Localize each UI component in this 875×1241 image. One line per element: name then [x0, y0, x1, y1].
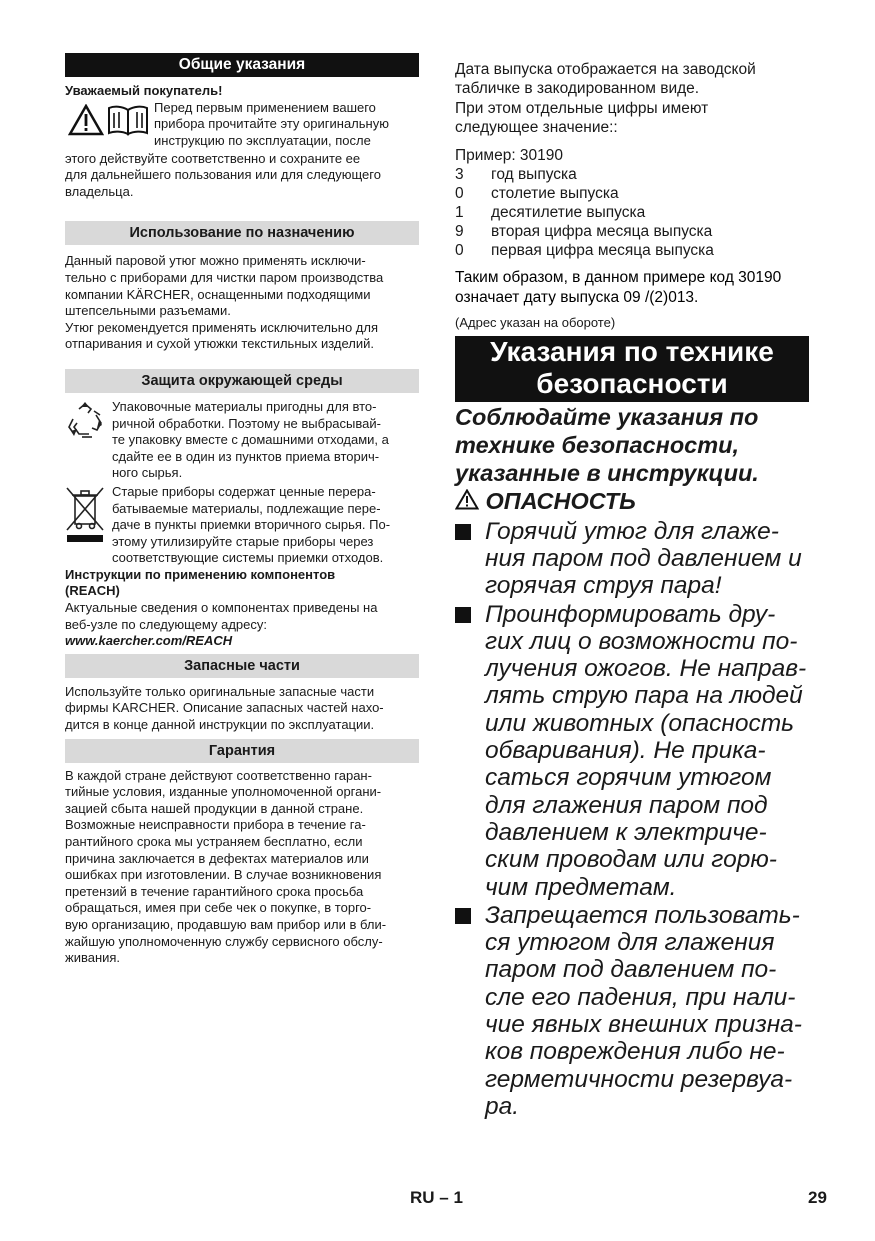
bullet-line: ков повреждения либо не- — [485, 1038, 785, 1066]
reach-heading: (REACH) — [65, 583, 120, 599]
bullet-line: ся утюгом для глажения — [485, 929, 775, 957]
reach-url-link[interactable]: www.kaercher.com/REACH — [65, 633, 233, 649]
intro-line: прибора прочитайте эту оригинальную — [154, 116, 389, 132]
example-row — [455, 165, 815, 184]
example-row — [455, 241, 815, 260]
text-line: веб-узле по следующему адресу: — [65, 616, 267, 632]
text-line: те упаковку вместе с домашними отходами, а — [112, 432, 389, 448]
text-line: табличке в закодированном виде. — [455, 80, 700, 98]
digit: 3 — [455, 166, 464, 184]
digit-meaning: вторая цифра месяца выпуска — [491, 223, 713, 241]
date-explanation — [455, 60, 815, 137]
text-line: штепсельными разъемами. — [65, 303, 231, 319]
safety-title-line: Указания по технике — [490, 335, 774, 367]
text-line: зацией сбыта нашей продукции в данной стране. — [65, 800, 364, 816]
text-line: сдайте ее в один из пунктов приема вторич- — [112, 448, 380, 464]
bullet-line: ским проводам или горю- — [485, 846, 777, 874]
bullet-square-icon — [455, 908, 471, 924]
intro-line: инструкцию по эксплуатации, после — [154, 132, 371, 148]
crossed-bin-icon — [65, 486, 105, 544]
text-line: ного сырья. — [112, 465, 183, 481]
text-line: тельно с приборами для чистки паром производства — [65, 269, 384, 285]
bullet-line: ра. — [485, 1092, 520, 1120]
text-line: обращаться, имея при себе чек о покупке, в торго- — [65, 900, 372, 916]
recycle-icon — [65, 401, 105, 441]
safety-lead-line: Соблюдайте указания по — [455, 403, 759, 430]
text-line: рантийного срока мы устраняем бесплатно, если — [65, 834, 363, 849]
intro-line: для дальнейшего пользования или для следующего — [65, 167, 381, 183]
safety-bullet — [455, 902, 815, 1120]
intro-line: этого действуйте соответственно и сохраните ее — [65, 150, 361, 166]
bullet-line: Горячий утюг для глаже- — [485, 517, 779, 545]
bullet-line: лять струю пара на людей — [485, 682, 803, 710]
example-row — [455, 203, 815, 222]
text-line: Данный паровой утюг можно применять исключи- — [65, 253, 366, 269]
text-line: вую организацию, продавшую вам прибор или в бли- — [65, 916, 387, 932]
text-line: При этом отдельные цифры имеют — [455, 99, 709, 117]
text-line: дится в конце данной инструкции по эксплуатации. — [65, 717, 375, 733]
text-line: даче в пункты приемки вторичного сырья. По- — [112, 517, 391, 533]
bullet-line: чим предметам. — [485, 873, 677, 901]
text-line: живания. — [65, 950, 121, 966]
text-line: означает дату выпуска 09 /(2)013. — [455, 288, 699, 306]
intro-line: владельца. — [65, 183, 134, 199]
safety-bullet — [455, 601, 815, 901]
digit-meaning: десятилетие выпуска — [491, 204, 646, 222]
right-column — [455, 60, 815, 1120]
bullet-line: лучения ожогов. Не направ- — [485, 655, 807, 683]
text-line: жайшую уполномоченную службу сервисного обслу- — [65, 933, 383, 949]
section-heading-intended-use: Использование по назначению — [65, 221, 419, 245]
danger-warning-icon — [455, 489, 479, 510]
safety-bullet — [455, 518, 815, 600]
example-table — [455, 165, 815, 260]
digit: 0 — [455, 185, 464, 203]
safety-lead-line: технике безопасности, — [455, 431, 740, 458]
footer-language-page: RU – 1 — [410, 1188, 463, 1207]
danger-label: ОПАСНОСТЬ — [485, 487, 636, 514]
warranty-text — [65, 768, 419, 967]
section-heading-warranty: Гарантия — [65, 739, 419, 763]
bullet-line: сле его падения, при нали- — [485, 983, 796, 1011]
bullet-line: ния паром под давлением и — [485, 544, 802, 572]
safety-title-line: безопасности — [536, 367, 728, 399]
text-line: Возможные неисправности прибора в течение га- — [65, 817, 366, 833]
digit-meaning: столетие выпуска — [491, 185, 619, 203]
bullet-line: горячая струя пара! — [485, 572, 722, 600]
text-line: Актуальные сведения о компонентах приведены на — [65, 600, 378, 616]
section-heading-spare-parts: Запасные части — [65, 654, 419, 678]
warning-triangle-icon — [68, 104, 104, 136]
bullet-line: чие явных внешних призна- — [485, 1011, 802, 1039]
bullet-line: для глажения паром под — [485, 791, 768, 819]
safety-lead — [455, 403, 815, 515]
intro-line: Перед первым применением вашего — [154, 99, 376, 115]
text-line: Упаковочные материалы пригодны для вто- — [112, 398, 377, 414]
text-line: отпаривания и сухой утюжки текстильных изделий. — [65, 336, 375, 352]
text-line: ошибках при изготовлении. В случае возникновения — [65, 867, 382, 883]
bullet-line: гих лиц о возможности по- — [485, 627, 798, 655]
text-line: этому утилизируйте старые приборы через — [112, 533, 374, 549]
text-line: соответствующие системы приемки отходов. — [112, 550, 384, 566]
text-line: Таким образом, в данном примере код 30190 — [455, 269, 782, 287]
digit-meaning: первая цифра месяца выпуска — [491, 242, 714, 260]
bullet-line: герметичности резервуа- — [485, 1065, 793, 1093]
bullet-line: обваривания). Не прика- — [485, 737, 766, 765]
text-line: фирмы KARCHER. Описание запасных частей нахо- — [65, 700, 384, 716]
digit: 0 — [455, 242, 464, 260]
text-line: претензий в течение гарантийного срока просьба — [65, 883, 364, 899]
text-line: Дата выпуска отображается на заводской — [455, 61, 756, 78]
text-line: следующее значение:: — [455, 118, 618, 136]
bullet-line: Проинформировать дру- — [485, 600, 776, 628]
danger-heading — [455, 487, 815, 515]
digit: 1 — [455, 204, 464, 222]
bullet-line: саться горячим утюгом — [485, 764, 772, 792]
bullet-line: паром под давлением по- — [485, 956, 777, 984]
bullet-line: Запрещается пользовать- — [485, 901, 800, 929]
example-label: Пример: 30190 — [455, 147, 564, 165]
bullet-square-icon — [455, 607, 471, 623]
left-column — [65, 53, 419, 967]
text-line: Старые приборы содержат ценные перера- — [112, 483, 376, 499]
text-line: Утюг рекомендуется применять исключительно для — [65, 319, 379, 335]
digit-meaning: год выпуска — [491, 166, 577, 184]
bullet-square-icon — [455, 524, 471, 540]
safety-title — [455, 336, 809, 402]
text-line: В каждой стране действуют соответственно гаран- — [65, 767, 372, 783]
footer-page-number: 29 — [808, 1188, 827, 1207]
manual-book-icon — [106, 104, 150, 136]
safety-lead-line: указанные в инструкции. — [455, 459, 759, 486]
text-line: тийные условия, изданные уполномоченной органи- — [65, 784, 382, 800]
reach-heading: Инструкции по применению компонентов — [65, 566, 336, 582]
intended-use-text — [65, 253, 419, 353]
example-row — [455, 222, 815, 241]
conclusion — [455, 268, 815, 307]
section-heading-general: Общие указания — [65, 53, 419, 77]
text-line: батываемые материалы, подлежащие пере- — [112, 500, 381, 516]
bullet-line: давлением к электриче- — [485, 818, 767, 846]
text-line: причина заключается в дефектах материалов или — [65, 850, 369, 866]
text-line: ричной обработки. Поэтому не выбрасывай- — [112, 415, 381, 431]
text-line: компании KÄRCHER, оснащенными подходящими — [65, 286, 371, 302]
digit: 9 — [455, 223, 464, 241]
address-note: (Адрес указан на обороте) — [455, 315, 616, 331]
bullet-line: или животных (опасность — [485, 709, 795, 737]
section-heading-environment: Защита окружающей среды — [65, 369, 419, 393]
example-row — [455, 184, 815, 203]
text-line: Используйте только оригинальные запасные части — [65, 683, 375, 699]
greeting: Уважаемый покупатель! — [65, 83, 223, 98]
